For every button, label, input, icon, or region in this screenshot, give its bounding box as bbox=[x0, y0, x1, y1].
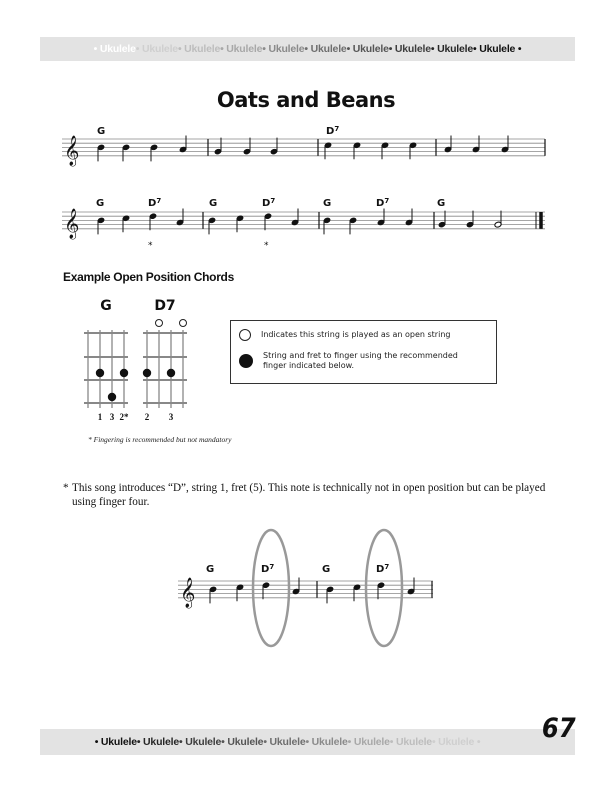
footer-band-item: • Ukulele bbox=[305, 736, 348, 748]
section-heading: Example Open Position Chords bbox=[63, 270, 234, 284]
open-string-icon bbox=[180, 320, 187, 327]
treble-clef-icon: 𝄞 bbox=[64, 135, 80, 166]
asterisk-mark: * bbox=[148, 241, 153, 251]
fretted-note-icon bbox=[239, 354, 253, 368]
chord-symbol: $D^7$ bbox=[261, 563, 275, 575]
highlight-circle bbox=[366, 530, 402, 646]
note-body: This song introduces “D”, string 1, fret (5). This note is technically not in open position but can be played using finger four. bbox=[72, 482, 546, 508]
footer-band-item: • Ukulele • bbox=[431, 736, 481, 748]
finger-number: 2 bbox=[144, 412, 150, 422]
chord-symbol: G bbox=[209, 198, 218, 209]
legend-fretted-row bbox=[239, 351, 458, 371]
chord-superscript: 7 bbox=[384, 563, 390, 571]
footer-band-item: • Ukulele bbox=[221, 736, 264, 748]
chord-superscript: 7 bbox=[269, 563, 275, 571]
header-band-item: • Ukulele bbox=[220, 43, 263, 55]
chord-symbol: G bbox=[97, 126, 106, 137]
chord-symbol: $D^7$ bbox=[148, 197, 162, 209]
header-band-item: • Ukulele bbox=[262, 43, 305, 55]
chord-symbol: G bbox=[96, 198, 105, 209]
chord-superscript: 7 bbox=[156, 197, 162, 205]
staff-line-2 bbox=[62, 197, 545, 251]
legend-fretted-line1: String and fret to finger using the recommended bbox=[263, 351, 458, 360]
open-string-icon bbox=[156, 320, 163, 327]
footer-band-item: • Ukulele bbox=[136, 736, 180, 748]
asterisk-mark: * bbox=[264, 241, 269, 251]
chord-symbol: G bbox=[206, 564, 215, 575]
legend-open-text: Indicates this string is played as an open string bbox=[261, 330, 451, 339]
treble-clef-icon: 𝄞 bbox=[64, 208, 80, 239]
finger-number: 3 bbox=[109, 412, 115, 422]
highlight-circle bbox=[253, 530, 289, 646]
footer-band-item: • Ukulele bbox=[94, 736, 137, 748]
staff-line-1 bbox=[62, 125, 545, 167]
legend-box bbox=[230, 320, 497, 384]
page-number: 67 bbox=[541, 713, 576, 744]
chord-superscript: 7 bbox=[334, 125, 340, 133]
footer-band-item: • Ukulele bbox=[389, 736, 432, 748]
chord-symbol: G bbox=[437, 198, 446, 209]
chord-symbol: $D^7$ bbox=[262, 197, 276, 209]
finger-dot bbox=[143, 369, 151, 377]
footer-band-item: • Ukulele bbox=[347, 736, 390, 748]
chord-diagram-name: D7 bbox=[154, 298, 176, 314]
header-band-item: • Ukulele bbox=[177, 43, 221, 55]
chord-symbol: $D^7$ bbox=[326, 125, 340, 137]
header-band-item: • Ukulele • bbox=[473, 43, 522, 55]
chord-diagram-name: G bbox=[100, 298, 112, 314]
finger-number: 3 bbox=[168, 412, 174, 422]
chord-superscript: 7 bbox=[270, 197, 276, 205]
song-note bbox=[63, 481, 563, 509]
chord-superscript: 7 bbox=[384, 197, 390, 205]
header-band-item: • Ukulele bbox=[346, 43, 389, 55]
footer-band-item: • Ukulele bbox=[179, 736, 222, 748]
header-band-item: • Ukulele bbox=[388, 43, 431, 55]
treble-clef-icon: 𝄞 bbox=[180, 577, 196, 608]
song-title: Oats and Beans bbox=[216, 88, 396, 112]
fingering-footnote: * Fingering is recommended but not mandatory bbox=[88, 435, 232, 444]
finger-number: 1 bbox=[97, 412, 103, 422]
legend-fretted-text bbox=[263, 351, 458, 371]
note-asterisk: * bbox=[63, 482, 69, 494]
chord-symbol: $D^7$ bbox=[376, 563, 390, 575]
chord-symbol: $D^7$ bbox=[376, 197, 390, 209]
chord-symbol: G bbox=[323, 198, 332, 209]
header-band-item: • Ukulele bbox=[135, 43, 178, 55]
staff-example bbox=[178, 530, 433, 646]
chord-symbol: G bbox=[322, 564, 331, 575]
finger-dot bbox=[96, 369, 104, 377]
finger-dot bbox=[120, 369, 128, 377]
open-string-icon bbox=[239, 329, 251, 341]
finger-number: 2* bbox=[119, 412, 129, 422]
footer-band-item: • Ukulele bbox=[263, 736, 306, 748]
finger-dot bbox=[108, 393, 116, 401]
legend-fretted-line2: finger indicated below. bbox=[263, 361, 354, 370]
chord-diagrams bbox=[84, 298, 187, 422]
header-band-item: • Ukulele bbox=[304, 43, 347, 55]
legend-open-row bbox=[239, 329, 450, 341]
footer-band bbox=[40, 729, 575, 755]
header-band-item: • Ukulele bbox=[430, 43, 474, 55]
header-band-item: • Ukulele bbox=[93, 43, 136, 55]
finger-dot bbox=[167, 369, 175, 377]
